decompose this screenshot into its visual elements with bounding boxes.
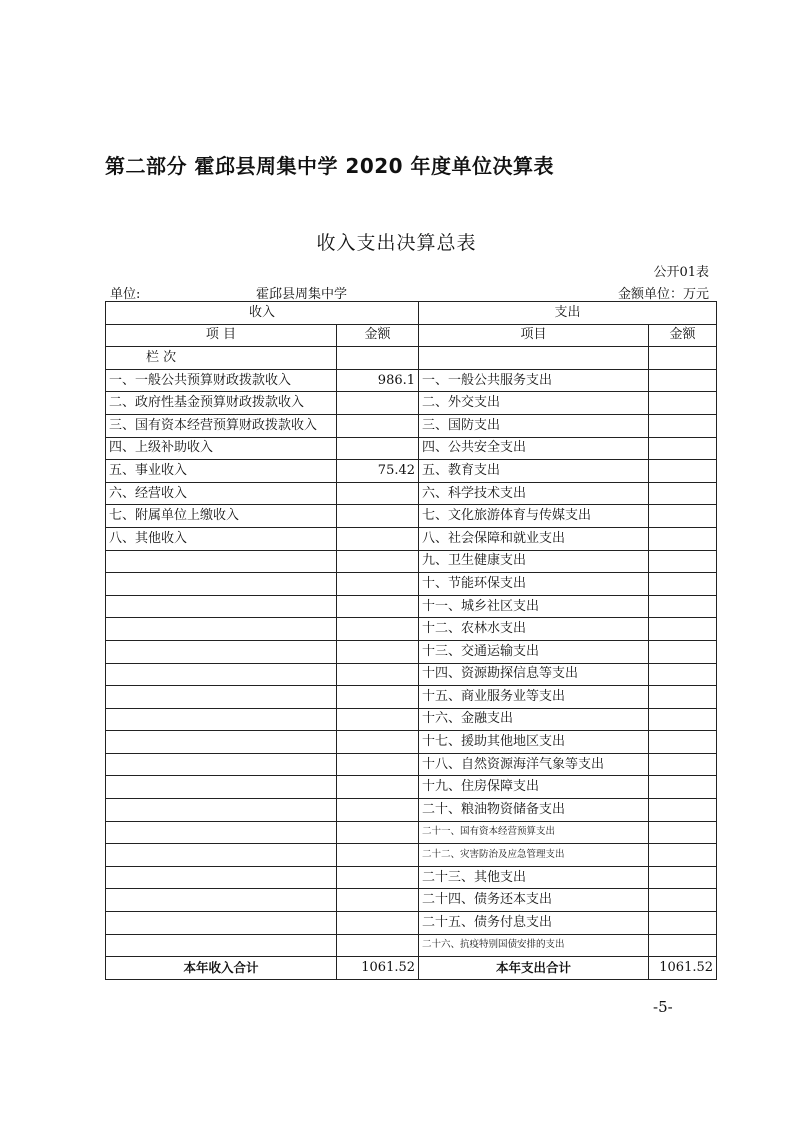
table-row (106, 844, 717, 867)
expense-amount (649, 799, 717, 822)
income-item (106, 640, 337, 663)
income-item (106, 550, 337, 573)
totals-row (106, 957, 717, 980)
income-amount (337, 866, 419, 889)
unit-name: 霍邱县周集中学 (256, 287, 348, 302)
expense-item: 一、一般公共服务支出 (419, 369, 649, 392)
expense-amount (649, 550, 717, 573)
income-item (106, 686, 337, 709)
income-amount (337, 889, 419, 912)
expense-amount (649, 573, 717, 596)
income-amount (337, 799, 419, 822)
table-row (106, 505, 717, 528)
income-item (106, 912, 337, 935)
expense-amount (649, 821, 717, 844)
table-row (106, 753, 717, 776)
header-row-columns (106, 324, 717, 347)
expense-item: 七、文化旅游体育与传媒支出 (419, 505, 649, 528)
income-item (106, 618, 337, 641)
expense-item: 十二、农林水支出 (419, 618, 649, 641)
income-amount: 75.42 (337, 460, 419, 483)
expense-amount (649, 618, 717, 641)
table-row (106, 799, 717, 822)
income-amount (337, 437, 419, 460)
expense-amount (649, 392, 717, 415)
income-item: 一、一般公共预算财政拨款收入 (106, 369, 337, 392)
expense-item: 十七、援助其他地区支出 (419, 731, 649, 754)
income-amount (337, 595, 419, 618)
expense-item: 十五、商业服务业等支出 (419, 686, 649, 709)
expense-amount (649, 934, 717, 957)
expense-item: 十、节能环保支出 (419, 573, 649, 596)
expense-amount (649, 482, 717, 505)
income-amount (337, 821, 419, 844)
expense-item: 二十六、抗疫特别国债安排的支出 (419, 934, 649, 957)
expense-amount (649, 369, 717, 392)
table-row (106, 392, 717, 415)
expense-item: 九、卫生健康支出 (419, 550, 649, 573)
income-item: 七、附属单位上缴收入 (106, 505, 337, 528)
income-amount (337, 731, 419, 754)
income-item (106, 708, 337, 731)
income-amount (337, 527, 419, 550)
income-item (106, 663, 337, 686)
table-row (106, 934, 717, 957)
table-row (106, 573, 717, 596)
income-amount: 986.1 (337, 369, 419, 392)
table-row (106, 460, 717, 483)
income-item: 三、国有资本经营预算财政拨款收入 (106, 414, 337, 437)
expense-item: 十九、住房保障支出 (419, 776, 649, 799)
expense-item: 十六、金融支出 (419, 708, 649, 731)
income-item (106, 934, 337, 957)
income-expense-table (105, 301, 717, 980)
income-amount (337, 776, 419, 799)
income-item (106, 889, 337, 912)
expense-amount (649, 912, 717, 935)
expense-item: 十一、城乡社区支出 (419, 595, 649, 618)
table-row (106, 618, 717, 641)
income-item (106, 844, 337, 867)
income-item: 四、上级补助收入 (106, 437, 337, 460)
expense-total-value: 1061.52 (649, 957, 717, 980)
income-item: 八、其他收入 (106, 527, 337, 550)
table-row (106, 731, 717, 754)
expense-amount (649, 776, 717, 799)
income-amount (337, 844, 419, 867)
table-row (106, 708, 717, 731)
table-row (106, 550, 717, 573)
expense-amount (649, 414, 717, 437)
unit-row (105, 283, 715, 301)
income-item: 五、事业收入 (106, 460, 337, 483)
header-expense: 支出 (419, 302, 717, 325)
income-amount (337, 934, 419, 957)
table-title: 收入支出决算总表 (316, 232, 477, 254)
income-item (106, 595, 337, 618)
table-row (106, 866, 717, 889)
table-row (106, 663, 717, 686)
expense-item: 十三、交通运输支出 (419, 640, 649, 663)
table-row (106, 595, 717, 618)
expense-amount (649, 505, 717, 528)
income-item (106, 776, 337, 799)
header-income-amount: 金额 (337, 324, 419, 347)
income-amount (337, 573, 419, 596)
income-item (106, 866, 337, 889)
expense-item: 二十五、债务付息支出 (419, 912, 649, 935)
expense-item: 十八、自然资源海洋气象等支出 (419, 753, 649, 776)
expense-item: 二十三、其他支出 (419, 866, 649, 889)
empty-cell (649, 347, 717, 370)
expense-item: 八、社会保障和就业支出 (419, 527, 649, 550)
table-row (106, 482, 717, 505)
expense-amount (649, 844, 717, 867)
table-row (106, 527, 717, 550)
expense-total-label: 本年支出合计 (419, 957, 649, 980)
expense-amount (649, 753, 717, 776)
page-number: -5- (653, 998, 673, 1016)
table-row (106, 912, 717, 935)
expense-amount (649, 437, 717, 460)
expense-item: 二十、粮油物资储备支出 (419, 799, 649, 822)
table-row (106, 889, 717, 912)
income-item (106, 821, 337, 844)
expense-item: 二十二、灾害防治及应急管理支出 (419, 844, 649, 867)
expense-item: 五、教育支出 (419, 460, 649, 483)
expense-item: 二、外交支出 (419, 392, 649, 415)
income-amount (337, 708, 419, 731)
expense-amount (649, 889, 717, 912)
expense-amount (649, 686, 717, 709)
header-expense-amount: 金额 (649, 324, 717, 347)
income-amount (337, 414, 419, 437)
column-order-row (106, 347, 717, 370)
table-row (106, 776, 717, 799)
expense-item: 二十四、债务还本支出 (419, 889, 649, 912)
table-row (106, 821, 717, 844)
expense-amount (649, 527, 717, 550)
income-total-value: 1061.52 (337, 957, 419, 980)
income-amount (337, 482, 419, 505)
expense-amount (649, 595, 717, 618)
expense-item: 三、国防支出 (419, 414, 649, 437)
income-amount (337, 505, 419, 528)
column-order-label: 栏 次 (106, 347, 337, 370)
header-expense-item: 项目 (419, 324, 649, 347)
income-item (106, 799, 337, 822)
income-amount (337, 753, 419, 776)
empty-cell (419, 347, 649, 370)
empty-cell (337, 347, 419, 370)
income-amount (337, 392, 419, 415)
income-item (106, 731, 337, 754)
expense-item: 二十一、国有资本经营预算支出 (419, 821, 649, 844)
header-income: 收入 (106, 302, 419, 325)
unit-label: 单位: (110, 287, 141, 302)
money-unit: 金额单位：万元 (617, 287, 709, 302)
form-number: 公开01表 (653, 265, 709, 280)
income-amount (337, 640, 419, 663)
header-income-item: 项 目 (106, 324, 337, 347)
section-title: 第二部分 霍邱县周集中学 2020 年度单位决算表 (105, 154, 555, 178)
table-row (106, 369, 717, 392)
expense-amount (649, 866, 717, 889)
income-item: 二、政府性基金预算财政拨款收入 (106, 392, 337, 415)
income-amount (337, 686, 419, 709)
income-item (106, 753, 337, 776)
expense-item: 十四、资源勘探信息等支出 (419, 663, 649, 686)
expense-amount (649, 663, 717, 686)
expense-item: 六、科学技术支出 (419, 482, 649, 505)
expense-amount (649, 708, 717, 731)
income-item: 六、经营收入 (106, 482, 337, 505)
income-item (106, 573, 337, 596)
income-amount (337, 912, 419, 935)
expense-amount (649, 731, 717, 754)
header-row-sections (106, 302, 717, 325)
table-row (106, 437, 717, 460)
table-row (106, 640, 717, 663)
income-total-label: 本年收入合计 (106, 957, 337, 980)
table-row (106, 686, 717, 709)
income-amount (337, 663, 419, 686)
expense-amount (649, 640, 717, 663)
income-amount (337, 550, 419, 573)
table-row (106, 414, 717, 437)
expense-item: 四、公共安全支出 (419, 437, 649, 460)
expense-amount (649, 460, 717, 483)
income-amount (337, 618, 419, 641)
